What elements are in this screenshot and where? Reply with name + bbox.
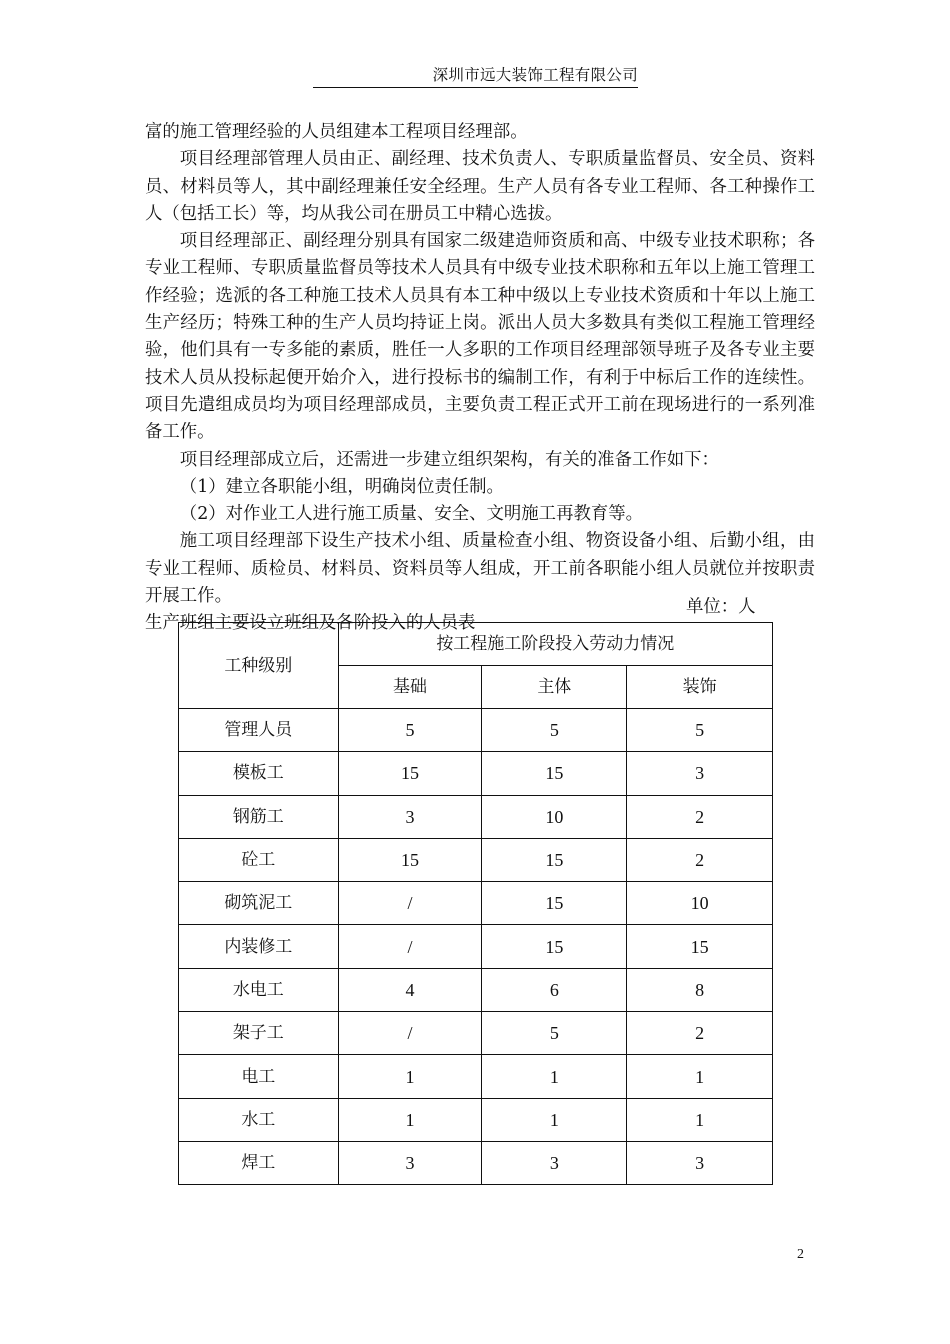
trade-cell: 钢筋工 xyxy=(179,795,339,838)
paragraph-qualifications: 项目经理部正、副经理分别具有国家二级建造师资质和高、中级专业技术职称；各专业工程师、专职质量监督员等技术人员具有中级专业技术职称和五年以上施工管理工作经验；选派的各工种施工技术人员具有本工种中级以上专业技术资质和十年以上施工生产经历；特殊工种的生产人员均持证上岗。派出人员大多数具有类似工程施工管理经验，他们具有一专多能的素质，胜任一人多职的工作项目经理部领导班子及各专业主要技术人员从投标起便开始介入，进行投标书的编制工作，有利于中标后工作的连续性。项目先遣组成员均为项目经理部成员，主要负责工程正式开工前在现场进行的一系列准备工作。 xyxy=(145,231,815,443)
document-body xyxy=(145,119,815,638)
value-cell: 2 xyxy=(627,1012,773,1055)
table-row xyxy=(179,882,773,925)
trade-cell: 电工 xyxy=(179,1055,339,1098)
labor-table-body xyxy=(179,709,773,1185)
value-cell: / xyxy=(338,925,482,968)
value-cell: / xyxy=(338,882,482,925)
header-rule xyxy=(313,87,638,88)
table-row xyxy=(179,838,773,881)
stage-group-header: 按工程施工阶段投入劳动力情况 xyxy=(338,623,772,666)
value-cell: 6 xyxy=(482,968,627,1011)
value-cell: / xyxy=(338,1012,482,1055)
trade-cell: 内装修工 xyxy=(179,925,339,968)
value-cell: 10 xyxy=(482,795,627,838)
labor-table xyxy=(178,622,773,1185)
value-cell: 2 xyxy=(627,795,773,838)
value-cell: 1 xyxy=(627,1055,773,1098)
value-cell: 3 xyxy=(338,1141,482,1184)
table-row xyxy=(179,709,773,752)
table-row xyxy=(179,795,773,838)
list-item-1: （1）建立各职能小组，明确岗位责任制。 xyxy=(179,476,504,497)
trade-cell: 水电工 xyxy=(179,968,339,1011)
trade-cell: 砌筑泥工 xyxy=(179,882,339,925)
value-cell: 5 xyxy=(627,709,773,752)
table-row xyxy=(179,968,773,1011)
table-header-row xyxy=(179,623,773,666)
table-row xyxy=(179,1141,773,1184)
paragraph-groups: 施工项目经理部下设生产技术小组、质量检查小组、物资设备小组、后勤小组，由专业工程师、质检员、材料员、资料员等人组成，开工前各职能小组人员就位并按职责开展工作。 xyxy=(145,531,815,607)
value-cell: 15 xyxy=(482,882,627,925)
trade-cell: 模板工 xyxy=(179,752,339,795)
value-cell: 1 xyxy=(482,1098,627,1141)
trade-column-header: 工种级别 xyxy=(179,623,339,709)
value-cell: 5 xyxy=(482,709,627,752)
table-row xyxy=(179,1098,773,1141)
table-row xyxy=(179,1055,773,1098)
table-caption: 生产班组主要设立班组及各阶投入的人员表 xyxy=(145,613,476,634)
value-cell: 3 xyxy=(482,1141,627,1184)
paragraph-continuation: 富的施工管理经验的人员组建本工程项目经理部。 xyxy=(145,122,528,142)
list-item-2: （2）对作业工人进行施工质量、安全、文明施工再教育等。 xyxy=(179,504,644,525)
stage-header-structure: 主体 xyxy=(482,666,627,709)
page-header: 深圳市远大装饰工程有限公司 xyxy=(432,66,638,84)
value-cell: 2 xyxy=(627,838,773,881)
value-cell: 1 xyxy=(338,1098,482,1141)
trade-cell: 架子工 xyxy=(179,1012,339,1055)
value-cell: 15 xyxy=(482,925,627,968)
trade-cell: 砼工 xyxy=(179,838,339,881)
value-cell: 3 xyxy=(627,752,773,795)
value-cell: 5 xyxy=(482,1012,627,1055)
page-number: 2 xyxy=(797,1247,804,1262)
value-cell: 1 xyxy=(338,1055,482,1098)
value-cell: 10 xyxy=(627,882,773,925)
value-cell: 3 xyxy=(627,1141,773,1184)
table-row xyxy=(179,925,773,968)
value-cell: 15 xyxy=(338,752,482,795)
paragraph-preparation: 项目经理部成立后，还需进一步建立组织架构，有关的准备工作如下： xyxy=(179,449,719,470)
paragraph-staffing: 项目经理部管理人员由正、副经理、技术负责人、专职质量监督员、安全员、资料员、材料员等人，其中副经理兼任安全经理。生产人员有各专业工程师、各工种操作工人（包括工长）等，均从我公司在册员工中精心选拔。 xyxy=(145,149,815,224)
trade-cell: 焊工 xyxy=(179,1141,339,1184)
trade-cell: 管理人员 xyxy=(179,709,339,752)
value-cell: 1 xyxy=(627,1098,773,1141)
value-cell: 8 xyxy=(627,968,773,1011)
table-row xyxy=(179,752,773,795)
value-cell: 15 xyxy=(627,925,773,968)
value-cell: 3 xyxy=(338,795,482,838)
unit-label: 单位：人 xyxy=(686,597,756,617)
trade-cell: 水工 xyxy=(179,1098,339,1141)
stage-header-decoration: 装饰 xyxy=(627,666,773,709)
value-cell: 5 xyxy=(338,709,482,752)
value-cell: 15 xyxy=(482,838,627,881)
value-cell: 4 xyxy=(338,968,482,1011)
value-cell: 1 xyxy=(482,1055,627,1098)
stage-header-foundation: 基础 xyxy=(338,666,482,709)
value-cell: 15 xyxy=(338,838,482,881)
table-row xyxy=(179,1012,773,1055)
value-cell: 15 xyxy=(482,752,627,795)
